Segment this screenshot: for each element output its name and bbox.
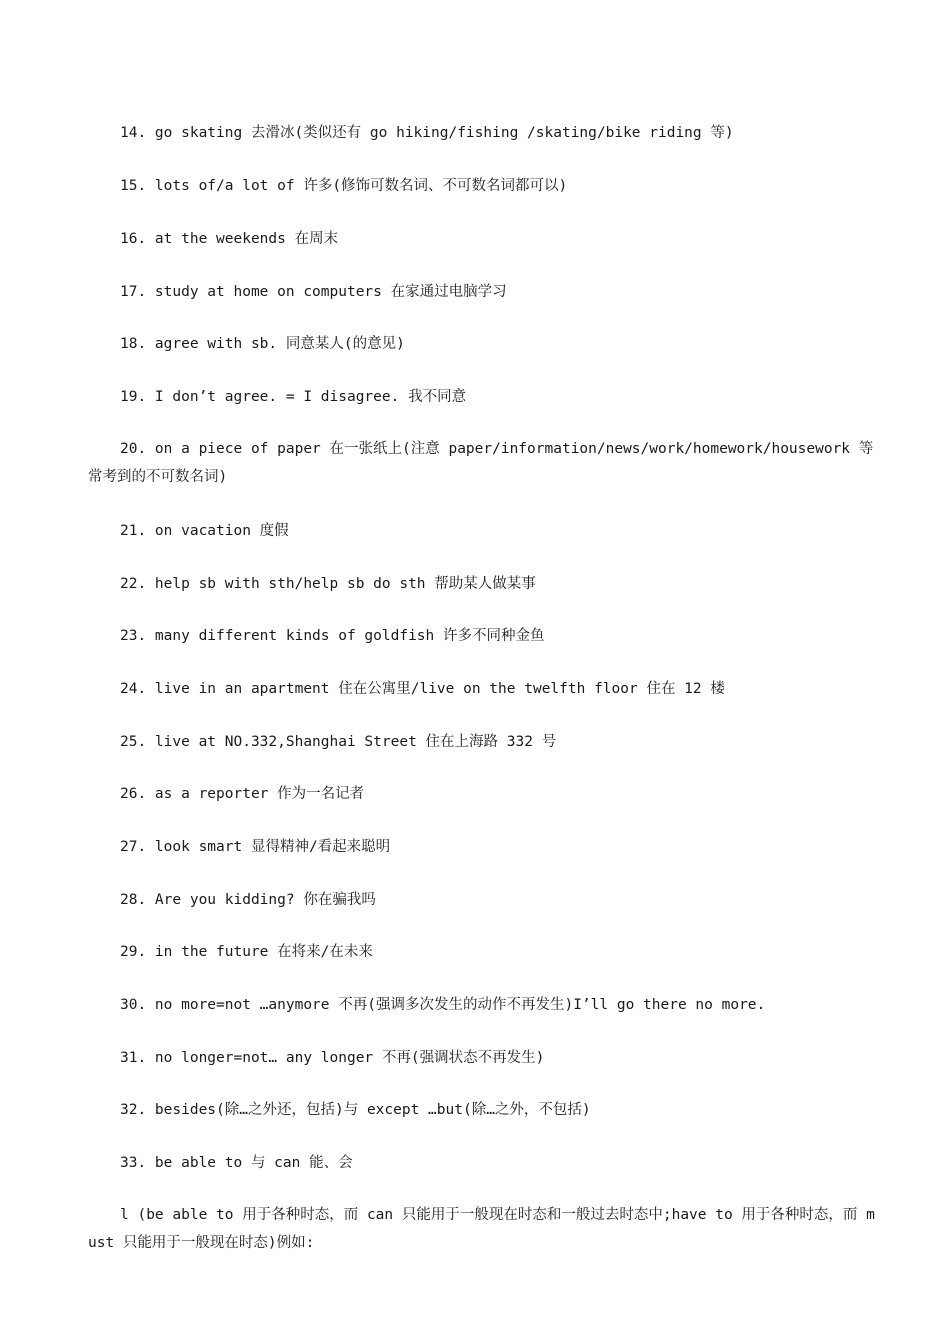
list-item: 29. in the future 在将来/在未来 — [120, 944, 373, 960]
list-item: 32. besides(除…之外还，包括)与 except …but(除…之外，不包括) — [120, 1102, 591, 1118]
list-item: 21. on vacation 度假 — [120, 523, 289, 539]
list-item: 19. I don’t agree. = I disagree. 我不同意 — [120, 389, 467, 405]
list-item: 15. lots of/a lot of 许多(修饰可数名词、不可数名词都可以) — [120, 178, 568, 194]
list-item-wrapped: 20. on a piece of paper 在一张纸上(注意 paper/information/news/work/homework/housework 等常考到的不可数名词) — [88, 441, 874, 485]
list-item: 17. study at home on computers 在家通过电脑学习 — [120, 284, 507, 300]
list-item: 28. Are you kidding? 你在骗我吗 — [120, 892, 376, 908]
list-item: 16. at the weekends 在周末 — [120, 231, 339, 247]
list-item: 30. no more=not …anymore 不再(强调多次发生的动作不再发生)I’ll go there no more. — [120, 997, 766, 1013]
list-item: 24. live in an apartment 住在公寓里/live on the twelfth floor 住在 12 楼 — [120, 681, 725, 697]
list-item: 33. be able to 与 can 能、会 — [120, 1155, 353, 1171]
list-item: 22. help sb with sth/help sb do sth 帮助某人做某事 — [120, 576, 536, 592]
list-item: 25. live at NO.332,Shanghai Street 住在上海路 332 号 — [120, 734, 557, 750]
note-paragraph: l (be able to 用于各种时态，而 can 只能用于一般现在时态和一般过去时态中;have to 用于各种时态，而 must 只能用于一般现在时态)例如: — [88, 1207, 875, 1251]
list-item: 23. many different kinds of goldfish 许多不同种金鱼 — [120, 628, 545, 644]
list-item: 27. look smart 显得精神/看起来聪明 — [120, 839, 391, 855]
list-item: 18. agree with sb. 同意某人(的意见) — [120, 336, 405, 352]
list-item: 26. as a reporter 作为一名记者 — [120, 786, 365, 802]
list-item: 31. no longer=not… any longer 不再(强调状态不再发生) — [120, 1050, 545, 1066]
list-item: 14. go skating 去滑冰(类似还有 go hiking/fishing /skating/bike riding 等) — [120, 125, 734, 141]
